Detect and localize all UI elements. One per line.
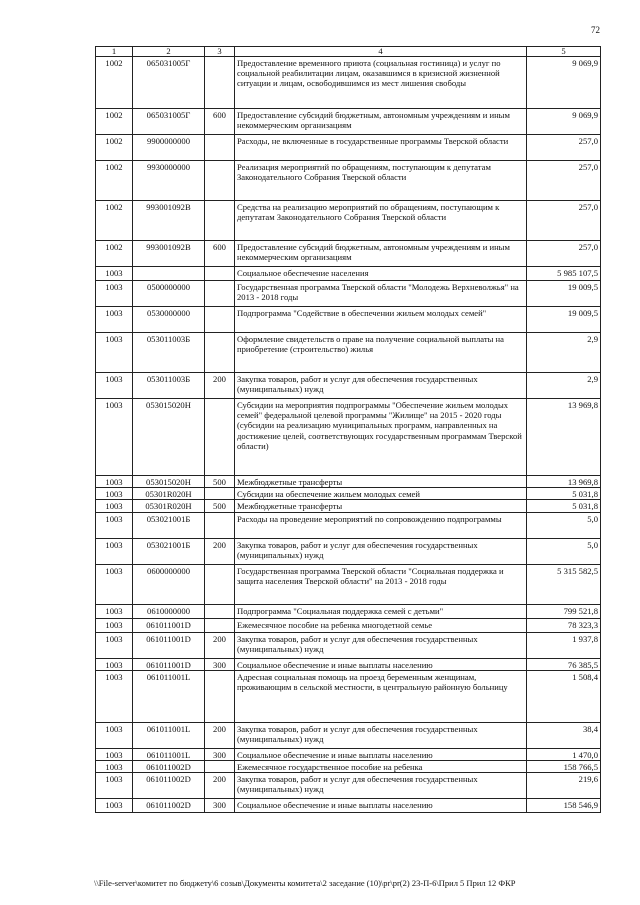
table-row [96,604,601,618]
amount-cell: 38,4 [527,722,601,748]
expense-type-cell: 500 [205,476,235,488]
section-code-cell: 1003 [96,658,133,670]
section-code-cell: 1002 [96,161,133,201]
section-code-cell: 1003 [96,748,133,760]
amount-cell: 5 031,8 [527,500,601,512]
expense-type-cell: 500 [205,500,235,512]
expense-type-cell [205,670,235,722]
table-row [96,500,601,512]
expense-type-cell [205,267,235,281]
target-code-cell: 061011001L [133,722,205,748]
item-name-cell: Подпрограмма "Содействие в обеспечении жильем молодых семей" [235,307,527,333]
amount-cell: 76 385,5 [527,658,601,670]
section-code-cell: 1003 [96,500,133,512]
expense-type-cell: 600 [205,241,235,267]
target-code-cell: 061011002D [133,799,205,813]
expense-type-cell: 300 [205,658,235,670]
table-row [96,512,601,538]
table-row [96,281,601,307]
table-row [96,761,601,773]
item-name-cell: Социальное обеспечение и иные выплаты населению [235,748,527,760]
target-code-cell: 05301R020Н [133,500,205,512]
section-code-cell: 1003 [96,512,133,538]
target-code-cell: 061011001L [133,670,205,722]
section-code-cell: 1003 [96,761,133,773]
target-code-cell: 061011001L [133,748,205,760]
header-col-5: 5 [527,47,601,57]
item-name-cell: Межбюджетные трансферты [235,500,527,512]
table-row [96,564,601,604]
header-col-4: 4 [235,47,527,57]
target-code-cell: 0530000000 [133,307,205,333]
target-code-cell: 053011003Б [133,373,205,399]
item-name-cell: Социальное обеспечение и иные выплаты населению [235,658,527,670]
item-name-cell: Государственная программа Тверской области "Молодежь Верхневолжья" на 2013 - 2018 годы [235,281,527,307]
item-name-cell: Закупка товаров, работ и услуг для обеспечения государственных (муниципальных) нужд [235,632,527,658]
item-name-cell: Субсидии на мероприятия подпрограммы "Обеспечение жильем молодых семей" федеральной целевой программы "Жилище" на 2015 - 2020 годы (субсидии на реализацию муниципальных программ, направленных на достижение целей, соответствующих государственным программам Тверской области) [235,399,527,476]
amount-cell: 13 969,8 [527,476,601,488]
expense-type-cell [205,399,235,476]
item-name-cell: Адресная социальная помощь на проезд беременным женщинам, проживающим в сельской местности, в центральную районную больницу [235,670,527,722]
expense-type-cell: 300 [205,799,235,813]
table-row [96,670,601,722]
section-code-cell: 1003 [96,538,133,564]
amount-cell: 1 937,8 [527,632,601,658]
table-row [96,538,601,564]
file-path-footer: \\File-server\комитет по бюджету\6 созыв\Документы комитета\2 заседание (10)\pr\pr(2) 23-П-6\Прил 5 Прил 12 ФКР [94,878,516,888]
table-row [96,722,601,748]
table-row [96,57,601,109]
expense-type-cell [205,57,235,109]
target-code-cell: 993001092В [133,241,205,267]
item-name-cell: Государственная программа Тверской области "Социальная поддержка и защита населения Тверской области" на 2013 - 2018 годы [235,564,527,604]
item-name-cell: Закупка товаров, работ и услуг для обеспечения государственных (муниципальных) нужд [235,773,527,799]
expense-type-cell: 200 [205,632,235,658]
item-name-cell: Ежемесячное пособие на ребенка многодетной семье [235,618,527,632]
table-row [96,399,601,476]
table-row [96,201,601,241]
item-name-cell: Социальное обеспечение и иные выплаты населению [235,799,527,813]
header-col-1: 1 [96,47,133,57]
item-name-cell: Закупка товаров, работ и услуг для обеспечения государственных (муниципальных) нужд [235,538,527,564]
amount-cell: 5,0 [527,512,601,538]
expense-type-cell: 200 [205,538,235,564]
amount-cell: 1 508,4 [527,670,601,722]
target-code-cell: 05301R020Н [133,488,205,500]
item-name-cell: Предоставление субсидий бюджетным, автономным учреждениям и иным некоммерческим организациям [235,109,527,135]
item-name-cell: Средства на реализацию мероприятий по обращениям, поступающим к депутатам Законодательного Собрания Тверской области [235,201,527,241]
target-code-cell: 993001092В [133,201,205,241]
page-number: 72 [591,25,600,35]
section-code-cell: 1003 [96,307,133,333]
expense-type-cell [205,512,235,538]
section-code-cell: 1002 [96,201,133,241]
section-code-cell: 1003 [96,604,133,618]
target-code-cell: 9900000000 [133,135,205,161]
target-code-cell: 053015020Н [133,476,205,488]
target-code-cell: 053011003Б [133,333,205,373]
target-code-cell: 9930000000 [133,161,205,201]
table-row [96,632,601,658]
expense-type-cell [205,618,235,632]
item-name-cell: Расходы на проведение мероприятий по сопровождению подпрограммы [235,512,527,538]
amount-cell: 19 009,5 [527,307,601,333]
expense-type-cell: 200 [205,373,235,399]
amount-cell: 2,9 [527,373,601,399]
target-code-cell: 065031005Г [133,57,205,109]
amount-cell: 257,0 [527,161,601,201]
target-code-cell: 065031005Г [133,109,205,135]
expense-type-cell: 600 [205,109,235,135]
amount-cell: 257,0 [527,201,601,241]
target-code-cell: 0610000000 [133,604,205,618]
section-code-cell: 1002 [96,109,133,135]
expense-type-cell [205,333,235,373]
target-code-cell: 061011001D [133,658,205,670]
expense-type-cell: 200 [205,773,235,799]
amount-cell: 158 546,9 [527,799,601,813]
amount-cell: 5,0 [527,538,601,564]
amount-cell: 158 766,5 [527,761,601,773]
table-body [96,57,601,813]
expense-type-cell [205,488,235,500]
amount-cell: 257,0 [527,135,601,161]
expense-type-cell: 300 [205,748,235,760]
header-col-3: 3 [205,47,235,57]
table-row [96,488,601,500]
section-code-cell: 1003 [96,476,133,488]
table-row [96,161,601,201]
amount-cell: 257,0 [527,241,601,267]
section-code-cell: 1002 [96,57,133,109]
expense-type-cell: 200 [205,722,235,748]
expense-type-cell [205,564,235,604]
expense-type-cell [205,761,235,773]
expense-type-cell [205,604,235,618]
amount-cell: 5 031,8 [527,488,601,500]
section-code-cell: 1003 [96,632,133,658]
section-code-cell: 1003 [96,333,133,373]
amount-cell: 2,9 [527,333,601,373]
table-row [96,773,601,799]
item-name-cell: Оформление свидетельств о праве на получение социальной выплаты на приобретение (строительство) жилья [235,333,527,373]
section-code-cell: 1002 [96,135,133,161]
amount-cell: 13 969,8 [527,399,601,476]
table-row [96,748,601,760]
table-row [96,476,601,488]
section-code-cell: 1003 [96,564,133,604]
amount-cell: 5 985 107,5 [527,267,601,281]
target-code-cell: 053021001Б [133,538,205,564]
section-code-cell: 1003 [96,267,133,281]
header-col-2: 2 [133,47,205,57]
item-name-cell: Межбюджетные трансферты [235,476,527,488]
target-code-cell: 053015020Н [133,399,205,476]
target-code-cell [133,267,205,281]
item-name-cell: Предоставление субсидий бюджетным, автономным учреждениям и иным некоммерческим организациям [235,241,527,267]
amount-cell: 19 009,5 [527,281,601,307]
item-name-cell: Расходы, не включенные в государственные программы Тверской области [235,135,527,161]
target-code-cell: 061011002D [133,761,205,773]
section-code-cell: 1003 [96,773,133,799]
item-name-cell: Реализация мероприятий по обращениям, поступающим к депутатам Законодательного Собрания Тверской области [235,161,527,201]
item-name-cell: Закупка товаров, работ и услуг для обеспечения государственных (муниципальных) нужд [235,722,527,748]
section-code-cell: 1003 [96,399,133,476]
amount-cell: 9 069,9 [527,57,601,109]
target-code-cell: 061011001D [133,618,205,632]
table-row [96,109,601,135]
section-code-cell: 1003 [96,488,133,500]
amount-cell: 219,6 [527,773,601,799]
section-code-cell: 1003 [96,799,133,813]
expense-type-cell [205,161,235,201]
table-row [96,618,601,632]
item-name-cell: Подпрограмма "Социальная поддержка семей с детьми" [235,604,527,618]
budget-table [95,46,601,813]
section-code-cell: 1003 [96,373,133,399]
section-code-cell: 1003 [96,722,133,748]
target-code-cell: 061011001D [133,632,205,658]
target-code-cell: 0500000000 [133,281,205,307]
table-row [96,307,601,333]
item-name-cell: Предоставление временного приюта (социальная гостиница) и услуг по социальной реабилитации лицам, оказавшимся в кризисной жизненной ситуации и лицам, освободившимся из мест лишения свободы [235,57,527,109]
target-code-cell: 053021001Б [133,512,205,538]
table-row [96,799,601,813]
section-code-cell: 1003 [96,670,133,722]
amount-cell: 5 315 582,5 [527,564,601,604]
target-code-cell: 061011002D [133,773,205,799]
section-code-cell: 1002 [96,241,133,267]
item-name-cell: Социальное обеспечение населения [235,267,527,281]
item-name-cell: Закупка товаров, работ и услуг для обеспечения государственных (муниципальных) нужд [235,373,527,399]
section-code-cell: 1003 [96,618,133,632]
amount-cell: 799 521,8 [527,604,601,618]
table-row [96,658,601,670]
table-header-row [96,47,601,57]
table-row [96,373,601,399]
target-code-cell: 0600000000 [133,564,205,604]
expense-type-cell [205,281,235,307]
section-code-cell: 1003 [96,281,133,307]
expense-type-cell [205,201,235,241]
table-row [96,267,601,281]
expense-type-cell [205,135,235,161]
expense-type-cell [205,307,235,333]
amount-cell: 9 069,9 [527,109,601,135]
amount-cell: 78 323,3 [527,618,601,632]
item-name-cell: Ежемесячное государственное пособие на ребенка [235,761,527,773]
amount-cell: 1 470,0 [527,748,601,760]
item-name-cell: Субсидии на обеспечение жильем молодых семей [235,488,527,500]
table-row [96,333,601,373]
table-row [96,135,601,161]
table-row [96,241,601,267]
